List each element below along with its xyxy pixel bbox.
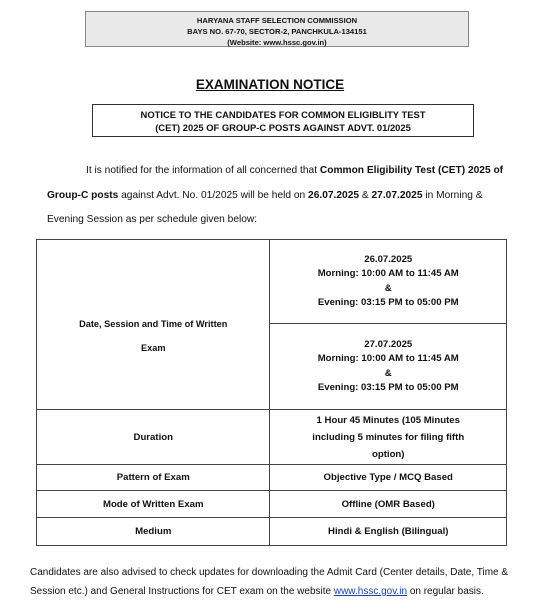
session-morning: Morning: 10:00 AM to 11:45 AM [317,268,459,279]
row-label: Duration [37,410,270,465]
duration-line: including 5 minutes for filing fifth [312,431,465,443]
commission-name: HARYANA STAFF SELECTION COMMISSION [196,16,358,25]
table-row [37,518,507,546]
duration-line: option) [371,448,405,460]
notice-subject-line-1: NOTICE TO THE CANDIDATES FOR COMMON ELIGIBLITY TEST [140,109,426,120]
intro-exam-name: Common Eligibility Test (CET) 2025 of Group-C posts [47,165,504,201]
intro-text: against Advt. No. 01/2025 will be held on [118,189,309,201]
session-day-1 [270,240,507,324]
row-value [270,410,507,465]
footer-paragraph [30,563,520,601]
intro-text: It is notified for the information of all concerned that [86,165,320,176]
footer-text: on regular basis. [407,586,484,597]
session-morning: Morning: 10:00 AM to 11:45 AM [317,353,459,364]
row-value: Hindi & English (Bilingual) [270,518,507,546]
row-label: Medium [37,518,270,546]
commission-website: (Website: www.hssc.gov.in) [227,38,327,47]
session-day-2 [270,324,507,410]
table-row [37,410,507,465]
session-amp: & [384,282,392,294]
commission-header [85,11,469,47]
row-value: Objective Type / MCQ Based [270,465,507,491]
label-line: Exam [140,342,166,353]
table-row [37,240,507,324]
intro-date-2: 27.07.2025 [371,189,423,201]
session-date: 26.07.2025 [364,253,413,265]
duration-line: 1 Hour 45 Minutes (105 Minutes [316,414,460,426]
date-session-label [37,240,270,410]
intro-text: in Morning & Evening Session as per schedule given below: [47,189,483,225]
session-evening: Evening: 03:15 PM to 05:00 PM [317,297,459,308]
row-label: Pattern of Exam [37,465,270,491]
intro-date-1: 26.07.2025 [308,189,360,201]
commission-address: BAYS NO. 67-70, SECTOR-2, PANCHKULA-134151 [187,27,367,36]
intro-paragraph [47,159,507,233]
intro-text: & [359,189,372,201]
session-amp: & [384,367,392,379]
notice-subject-line-2: (CET) 2025 OF GROUP-C POSTS AGAINST ADVT. 01/2025 [155,122,411,133]
row-label: Mode of Written Exam [37,491,270,518]
page-title: EXAMINATION NOTICE [195,77,345,92]
table-row [37,491,507,518]
table-row [37,465,507,491]
schedule-table [36,239,507,546]
row-value: Offline (OMR Based) [270,491,507,518]
label-line: Date, Session and Time of Written [79,318,228,329]
website-link[interactable]: www.hssc.gov.in [333,586,408,597]
notice-subject-box [92,104,474,137]
session-evening: Evening: 03:15 PM to 05:00 PM [317,382,459,393]
session-date: 27.07.2025 [364,338,413,350]
footer-text: Candidates are also advised to check updates for downloading the Admit Card (Center details, Date, Time & Session etc.) and General Instructions for CET exam on the website [30,567,509,597]
